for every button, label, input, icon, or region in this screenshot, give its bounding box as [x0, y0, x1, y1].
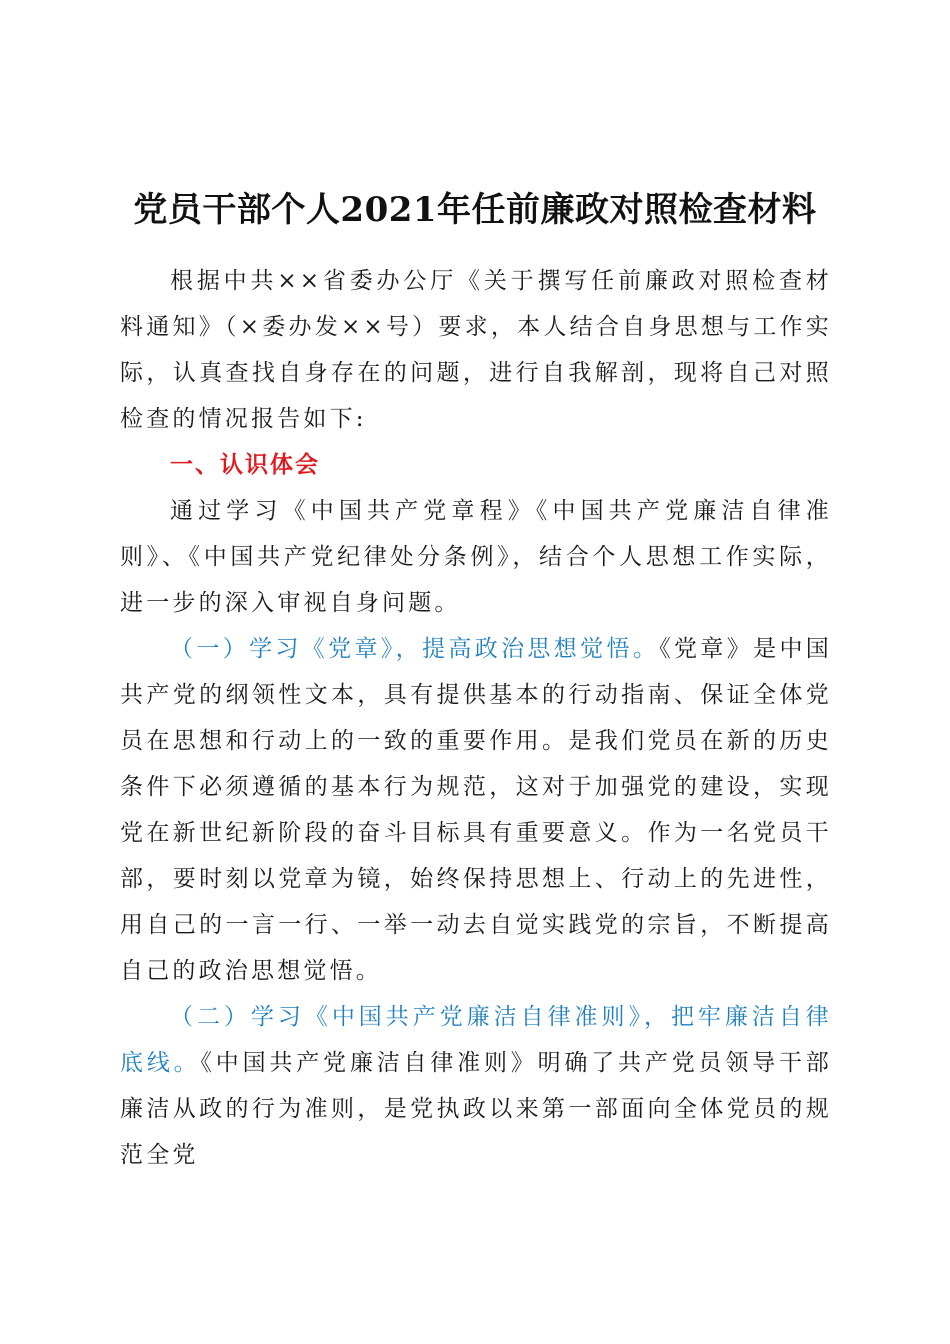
subsection-2-body: 《中国共产党廉洁自律准则》明确了共产党员领导干部廉洁从政的行为准则，是党执政以来第一部面向全体党员的规范全党	[120, 1050, 832, 1168]
document-title: 党员干部个人2021年任前廉政对照检查材料	[133, 190, 817, 230]
subsection-2-paragraph	[120, 994, 832, 1178]
subsection-1-paragraph	[120, 626, 832, 994]
subsection-1-heading: （一）学习《党章》，提高政治思想觉悟。	[170, 636, 660, 662]
subsection-1-body: 《党章》是中国共产党的纲领性文本，具有提供基本的行动指南、保证全体党员在思想和行动上的一致的重要作用。是我们党员在新的历史条件下必须遵循的基本行为规范，这对于加强党的建设，实现党在新世纪新阶段的奋斗目标具有重要意义。作为一名党员干部，要时刻以党章为镜，始终保持思想上、行动上的先进性，用自己的一言一行、一举一动去自觉实践党的宗旨，不断提高自己的政治思想觉悟。	[120, 636, 832, 984]
document-body	[120, 258, 832, 1178]
intro-paragraph: 根据中共××省委办公厅《关于撰写任前廉政对照检查材料通知》（×委办发××号）要求，本人结合自身思想与工作实际，认真查找自身存在的问题，进行自我解剖，现将自己对照检查的情况报告如下:	[120, 268, 832, 432]
section1-paragraph: 通过学习《中国共产党章程》《中国共产党廉洁自律准则》、《中国共产党纪律处分条例》，结合个人思想工作实际，进一步的深入审视自身问题。	[120, 498, 832, 616]
subsection-2-heading: （二）学习《中国共产党廉洁自律准则》，把牢廉洁自律底线。	[120, 1004, 832, 1076]
section-heading-1: 一、认识体会	[170, 452, 320, 478]
